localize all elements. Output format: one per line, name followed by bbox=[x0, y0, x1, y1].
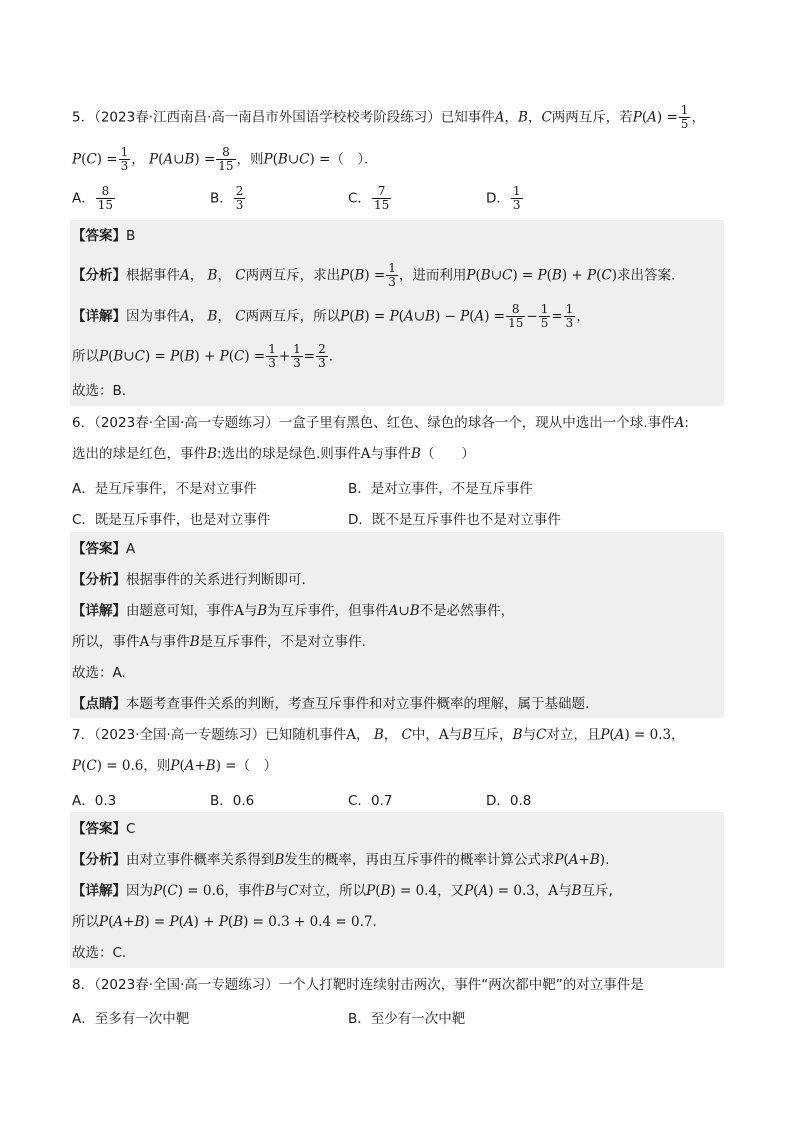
q6-answer: 【答案】A bbox=[72, 541, 136, 557]
q6-option-a: A．是互斥事件，不是对立事件 bbox=[72, 481, 257, 497]
q5-option-b: B． $\frac{2}{3}$ bbox=[210, 184, 244, 212]
q6-detail-line1: 【详解】由题意可知，事件A与B为互斥事件，但事件A∪B不是必然事件， bbox=[72, 603, 515, 619]
q5-option-c: C． $\frac{7}{15}$ bbox=[348, 184, 390, 212]
q8-option-a: A．至多有一次中靶 bbox=[72, 1011, 190, 1027]
fraction: $\frac{1}{3}$ bbox=[120, 145, 129, 173]
q5-conclusion: 故选：B． bbox=[72, 383, 136, 399]
q7-detail-line1: 【详解】因为P(C) = 0.6，事件B与C对立，所以P(B) = 0.4，又P(A) = 0.3，A与B互斥, bbox=[72, 883, 613, 899]
q5-answer: 【答案】B bbox=[72, 228, 136, 244]
q7-option-d: D．0.8 bbox=[486, 793, 532, 809]
q7-conclusion: 故选：C. bbox=[72, 945, 127, 961]
q7-stem-line1: 7．（2023·全国·高一专题练习）已知随机事件A， B， C中，A与B互斥，B与C对立，且P(A) = 0.3， bbox=[72, 727, 685, 743]
q7-option-b: B．0.6 bbox=[210, 793, 255, 809]
q5-stem-line2: P(C) = $\frac{1}{3}$ ， P(A∪B) = $\frac{8}{15}$ ，则P(B∪C) =（ ）． bbox=[72, 145, 378, 173]
q6-solution-box bbox=[70, 532, 724, 718]
q6-option-d: D．既不是互斥事件也不是对立事件 bbox=[348, 512, 561, 528]
q8-option-b: B．至少有一次中靶 bbox=[348, 1011, 466, 1027]
q7-analysis: 【分析】由对立事件概率关系得到B发生的概率，再由互斥事件的概率计算公式求P(A+B). bbox=[72, 852, 610, 868]
q5-detail-line2: 所以P(B∪C) = P(B) + P(C) = $\frac{1}{3}$ + $\frac{1}{3}$ = $\frac{2}{3}$ . bbox=[72, 342, 334, 370]
q7-option-c: C．0.7 bbox=[348, 793, 393, 809]
q6-analysis: 【分析】根据事件的关系进行判断即可. bbox=[72, 572, 306, 588]
q5-option-d: D． $\frac{1}{3}$ bbox=[486, 184, 521, 212]
q7-stem-line2: P(C) = 0.6，则P(A+B) =（ ） bbox=[72, 758, 278, 774]
q5-option-a: A． $\frac{8}{15}$ bbox=[72, 184, 114, 212]
fraction: $\frac{8}{15}$ bbox=[218, 145, 234, 173]
q6-detail-line2: 所以，事件A与事件B是互斥事件，不是对立事件. bbox=[72, 634, 366, 650]
q7-answer: 【答案】C bbox=[72, 821, 136, 837]
q5-detail-line1: 【详解】因为事件A， B， C两两互斥，所以P(B) = P(A∪B) − P(A) = $\frac{8}{15}$ − $\frac{1}{5}$ = $\frac{1}{3}$ ， bbox=[72, 302, 590, 330]
q5-analysis: 【分析】根据事件A， B， C两两互斥，求出P(B) = $\frac{1}{3}$ ，进而利用P(B∪C) = P(B) + P(C)求出答案. bbox=[72, 261, 676, 289]
q6-option-c: C．既是互斥事件，也是对立事件 bbox=[72, 512, 271, 528]
q6-comment: 【点睛】本题考查事件关系的判断，考查互斥事件和对立事件概率的理解，属于基础题. bbox=[72, 696, 590, 712]
q8-stem: 8．（2023春·全国·高一专题练习）一个人打靶时连续射击两次，事件“两次都中靶”的对立事件是 bbox=[72, 977, 644, 993]
q6-option-b: B．是对立事件，不是互斥事件 bbox=[348, 481, 533, 497]
q5-stem-line1: 5．（2023春·江西南昌·高一南昌市外国语学校校考阶段练习）已知事件A，B，C两两互斥，若P(A) = $\frac{1}{5}$ ， bbox=[72, 103, 705, 131]
q7-option-a: A．0.3 bbox=[72, 793, 117, 809]
q6-stem-line1: 6．（2023春·全国·高一专题练习）一盒子里有黑色、红色、绿色的球各一个，现从中选出一个球.事件A: bbox=[72, 415, 689, 431]
q6-stem-line2: 选出的球是红色，事件B:选出的球是绿色.则事件A与事件B（ ） bbox=[72, 446, 475, 462]
q6-conclusion: 故选：A. bbox=[72, 665, 126, 681]
q7-detail-line2: 所以P(A+B) = P(A) + P(B) = 0.3 + 0.4 = 0.7. bbox=[72, 914, 377, 930]
fraction: $\frac{1}{5}$ bbox=[680, 103, 689, 131]
